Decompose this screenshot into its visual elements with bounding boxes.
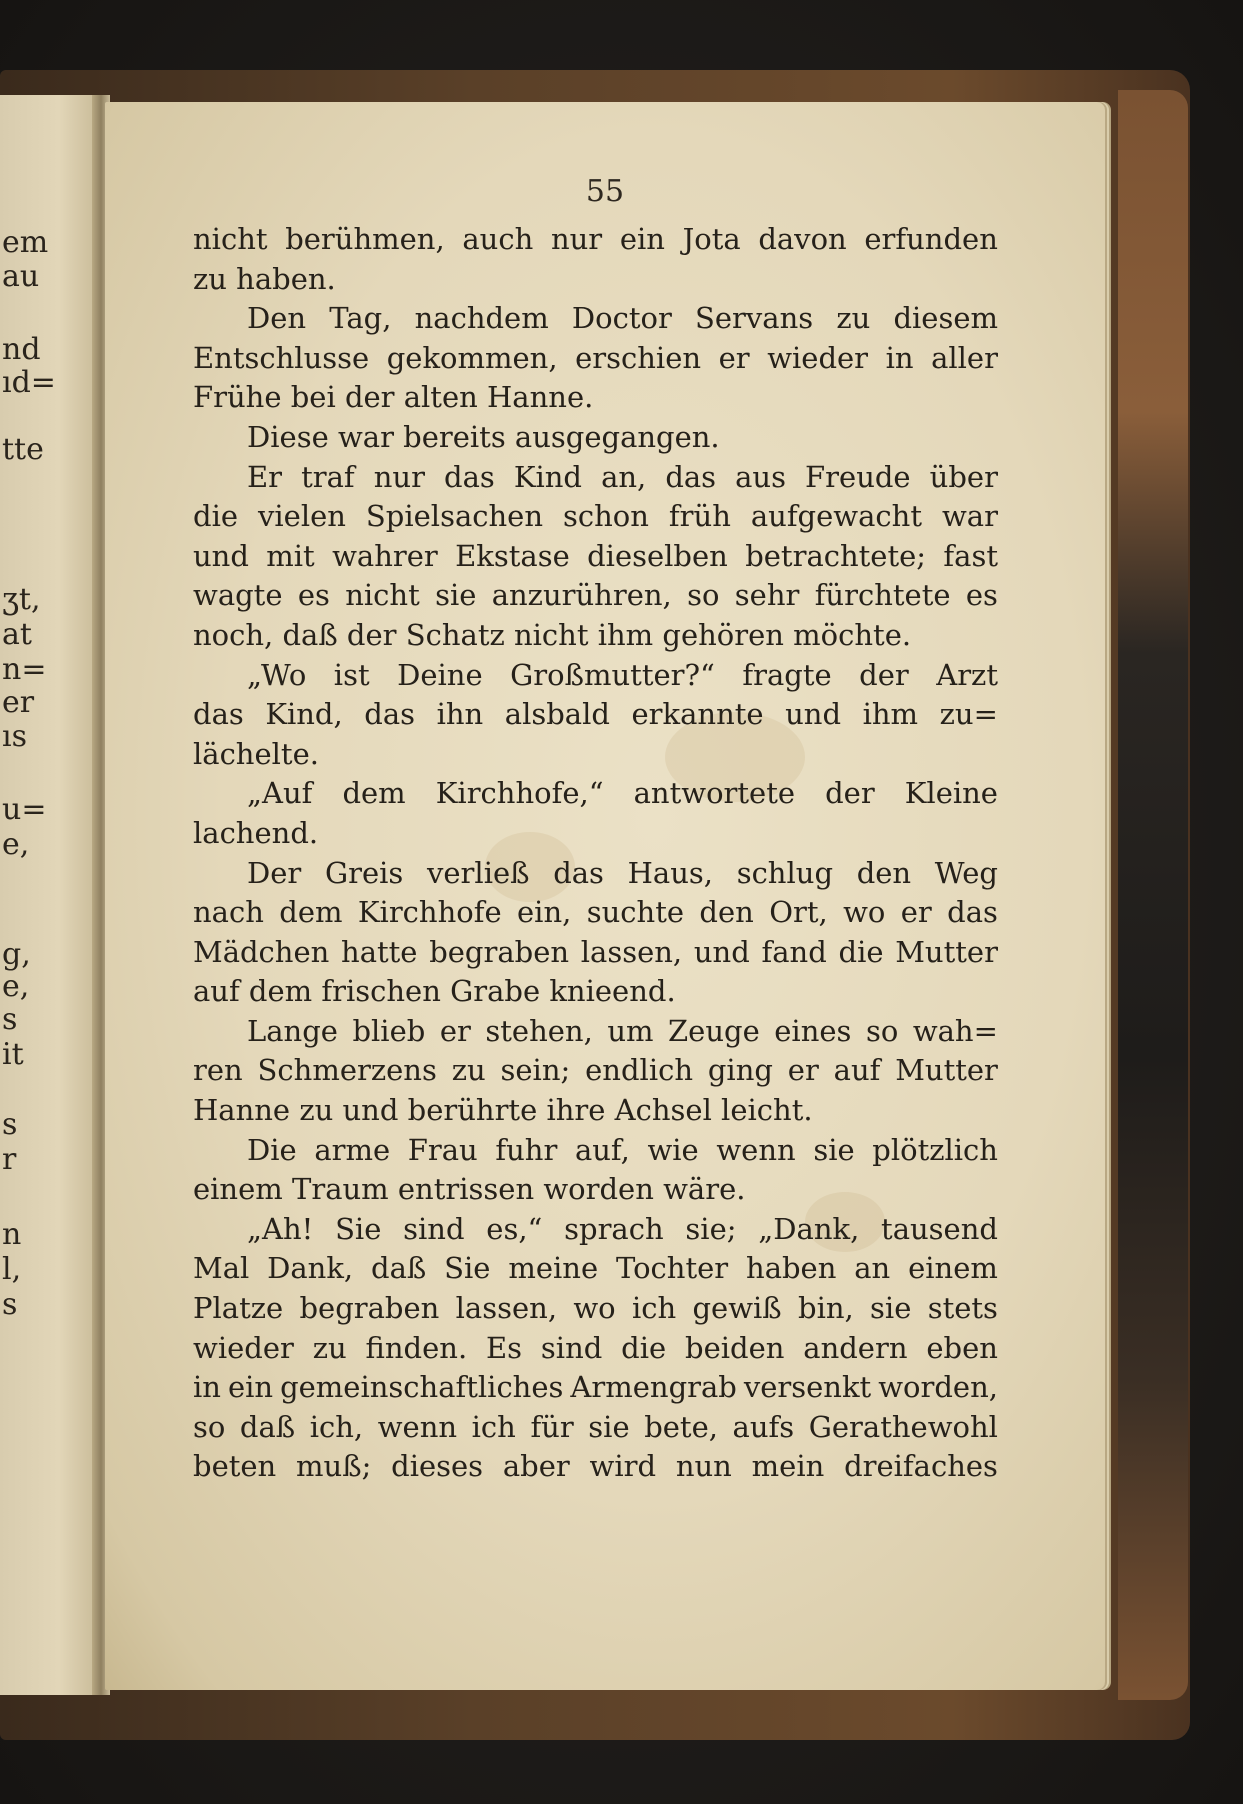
word: schon [562,499,649,534]
text-line [193,893,998,933]
word: fast [943,538,998,573]
word: wahrer [332,538,438,573]
word: hatte [341,934,418,969]
word: Platze [193,1291,284,1326]
word: ren [193,1053,243,1088]
word: ein [227,1370,274,1405]
text-line: einem Traum entrissen worden wäre. [193,1172,746,1207]
left-page-fragment: g, [2,937,31,972]
word: eben [926,1330,998,1365]
word: aus [735,459,786,494]
right-page [105,102,1105,1690]
word: für [530,1409,574,1444]
word: suchte [586,895,685,930]
word: wieder [767,340,869,375]
word: erkannte [631,697,764,732]
word: Haus, [627,855,713,890]
word: gemeinschaftliches [280,1370,564,1405]
word: Schmerzens [257,1053,437,1088]
word: bete, [644,1409,718,1444]
word: zu [836,301,871,336]
page-number: 55 [585,174,625,209]
word: den [856,855,912,890]
word: zu [312,1330,347,1365]
word: Kleine [904,776,998,811]
word: Sie [335,1211,382,1246]
text-line [193,1289,998,1329]
word: und [193,538,249,573]
word: und [785,697,842,732]
word: und [693,934,750,969]
word: früh [668,499,731,534]
word: davon [758,222,847,256]
word: alsbald [504,697,610,732]
word: dieses [391,1449,484,1484]
word: in [885,340,914,375]
word: ich [631,1291,677,1326]
left-page-fragment: n [2,1217,22,1252]
word: fuhr [495,1132,558,1167]
word: sprach [564,1211,664,1246]
left-page [0,95,98,1695]
cover-edge [1118,90,1188,1700]
word: das [947,895,998,930]
word: vielen [258,499,346,534]
left-page-fragment: nd [2,332,41,367]
word: betrachtete; [745,538,927,573]
word: gewiß [692,1291,782,1326]
word: ich [471,1409,516,1444]
word: aufs [732,1409,795,1444]
text-line: Diese war bereits ausgegangen. [247,419,720,454]
word: haben [746,1251,837,1286]
word: blieb [352,1013,426,1048]
word: berühmen, [285,222,445,256]
left-page-fragment: s [2,1107,18,1142]
text-line [193,1210,998,1250]
word: ein, [517,895,572,930]
word: Mutter [895,1053,998,1088]
text-line [193,576,998,616]
word: daß [239,1409,296,1444]
word: zu= [939,697,998,732]
word: ich, [309,1409,364,1444]
word: fand [761,934,827,969]
left-page-fragment: ıs [2,719,27,754]
left-page-fragment: au [2,259,40,294]
word: er [439,1013,471,1048]
left-page-fragment: it [2,1037,24,1072]
left-page-fragment: tte [2,432,44,467]
word: Mutter [895,934,998,969]
word: sie [870,1291,912,1326]
word: zu [451,1053,486,1088]
left-page-fragment: l, [2,1252,22,1287]
left-page-fragment: em [2,225,49,260]
word: das [665,459,717,494]
word: wenn [377,1409,458,1444]
text-line [193,339,998,379]
word: dem [342,776,406,811]
word: wagte [193,578,283,613]
left-page-fragment: ıd= [2,365,56,400]
word: nach [193,895,264,930]
word: Ekstase [455,538,570,573]
left-page-fragment: n= [2,652,47,687]
word: Kind [513,459,582,494]
word: meine [508,1251,599,1286]
word: die [193,499,239,534]
text-line [193,299,998,339]
word: war [941,499,998,534]
text-line [193,220,998,260]
word: „Wo [247,657,307,692]
word: beiden [685,1330,785,1365]
text-line: noch, daß der Schatz nicht ihm gehören möchte. [193,617,912,652]
word: Die [247,1132,297,1167]
word: nachdem [414,301,549,336]
word: wah= [912,1013,998,1048]
word: Mal [193,1251,250,1286]
word: nur [550,222,603,256]
word: das [364,697,416,732]
word: mit [266,538,315,573]
word: an, [601,459,647,494]
left-page-fragment: e, [2,827,30,862]
word: Kirchhofe [357,895,502,930]
word: ihm [862,697,919,732]
text-line: lächelte. [193,736,319,771]
left-page-fragment: s [2,1002,18,1037]
word: Greis [324,855,404,890]
word: bin, [798,1291,854,1326]
word: wieder [193,1330,294,1365]
word: Ort, [769,895,828,930]
word: so [193,1409,226,1444]
word: nicht [345,578,420,613]
word: fürchtete [814,578,951,613]
word: endlich [585,1053,694,1088]
word: über [929,459,998,494]
word: begraben [429,934,570,969]
word: Großmutter?“ [510,657,715,692]
word: mein [751,1449,825,1484]
left-page-fragment: r [2,1142,17,1177]
left-page-fragment: u= [2,792,47,827]
text-line [193,1329,998,1369]
word: sind [403,1211,465,1246]
word: wo [573,1291,616,1326]
word: Weg [934,855,998,890]
word: Tag, [329,301,392,336]
word: sie [588,1409,630,1444]
text-line: Hanne zu und berührte ihre Achsel leicht. [193,1093,813,1128]
left-page-fragment: er [2,685,35,720]
word: so [865,1013,899,1048]
word: auch [462,222,534,256]
word: das [193,697,244,732]
word: arme [314,1132,391,1167]
word: antwortete [633,776,796,811]
text-line [193,1368,998,1408]
word: Doctor [571,301,672,336]
word: Kirchhofe,“ [435,776,604,811]
word: Armengrab [570,1370,737,1405]
word: Arzt [936,657,998,692]
text-line [193,1051,998,1091]
text-line [193,695,998,735]
word: an [854,1251,891,1286]
word: Den [247,301,307,336]
word: er [787,1053,819,1088]
text-line: Frühe bei der alten Hanne. [193,380,594,415]
text-line [193,656,998,696]
word: Der [247,855,302,890]
word: erschien [575,340,702,375]
word: sie [813,1132,855,1167]
word: die [838,934,884,969]
word: nun [675,1449,732,1484]
word: aufgewacht [750,499,922,534]
word: Zeuge [668,1013,760,1048]
word: daß [371,1251,427,1286]
word: Kind, [265,697,343,732]
word: versenkt [743,1370,872,1405]
word: wird [589,1449,657,1484]
word: ging [707,1053,773,1088]
word: sie [435,578,477,613]
word: wenn [716,1132,796,1167]
word: Lange [247,1013,338,1048]
word: muß; [296,1449,372,1484]
word: einem [908,1251,998,1286]
text-line [193,1249,998,1289]
word: in [193,1370,221,1405]
text-line [193,458,998,498]
word: diesem [893,301,998,336]
word: Entschlusse [193,340,370,375]
word: Gerathewohl [808,1409,998,1444]
text-line: zu haben. [193,261,336,296]
word: es [965,578,998,613]
word: es [297,578,330,613]
word: auf, [574,1132,630,1167]
word: der [825,776,875,811]
word: dreifaches [844,1449,998,1484]
word: so [687,578,720,613]
word: Dank, [267,1251,354,1286]
word: plötzlich [872,1132,998,1167]
word: anzurühren, [491,578,672,613]
word: Deine [397,657,483,692]
word: finden. [365,1330,468,1365]
word: lassen, [455,1291,558,1326]
word: die [621,1330,667,1365]
word: nur [373,459,425,494]
word: das [444,459,495,494]
word: das [553,855,604,890]
word: Er [247,459,283,494]
word: Es [486,1330,523,1365]
word: um [607,1013,654,1048]
word: Frau [407,1132,478,1167]
left-page-fragment: ʒt, [2,582,41,617]
word: stehen, [485,1013,593,1048]
word: ein [619,222,665,256]
word: lassen, [580,934,683,969]
word: andern [803,1330,908,1365]
word: Servans [695,301,814,336]
word: Spielsachen [365,499,543,534]
text-line: lachend. [193,815,319,850]
text-line: auf dem frischen Grabe knieend. [193,974,676,1009]
word: ist [333,657,370,692]
left-page-fragment: s [2,1287,18,1322]
text-line [193,1447,998,1487]
word: gekommen, [386,340,558,375]
word: schlug [736,855,834,890]
word: „Ah! [247,1211,314,1246]
word: dem [279,895,343,930]
left-page-fragment: at [2,617,32,652]
word: Freude [805,459,911,494]
text-line [193,1131,998,1171]
word: „Auf [247,776,313,811]
word: eines [774,1013,852,1048]
word: sind [540,1330,603,1365]
word: stets [927,1291,998,1326]
word: tausend [881,1211,998,1246]
word: sie; [685,1211,737,1246]
word: nicht [193,222,268,256]
text-line [193,774,998,814]
word: Tochter [615,1251,729,1286]
word: Mädchen [193,934,330,969]
text-line [193,537,998,577]
word: Sie [444,1251,491,1286]
word: beten [193,1449,277,1484]
text-line [193,1408,998,1448]
text-line [193,854,998,894]
word: traf [301,459,355,494]
text-line [193,933,998,973]
word: Jota [682,222,741,256]
body-text [193,220,998,1487]
word: ihn [436,697,484,732]
word: dieselben [587,538,728,573]
word: aller [931,340,998,375]
word: wie [647,1132,699,1167]
word: er [900,895,932,930]
word: „Dank, [758,1211,860,1246]
left-page-fragment: e, [2,969,30,1004]
word: verließ [427,855,530,890]
text-line [193,497,998,537]
word: der [859,657,909,692]
word: fragte [742,657,832,692]
word: den [699,895,754,930]
word: aber [502,1449,570,1484]
word: sehr [734,578,800,613]
word: auf [833,1053,881,1088]
text-line [193,1012,998,1052]
word: es,“ [486,1211,543,1246]
word: worden, [878,1370,998,1405]
word: sein; [500,1053,571,1088]
word: er [718,340,750,375]
word: begraben [299,1291,440,1326]
word: erfunden [864,222,998,256]
word: wo [843,895,886,930]
